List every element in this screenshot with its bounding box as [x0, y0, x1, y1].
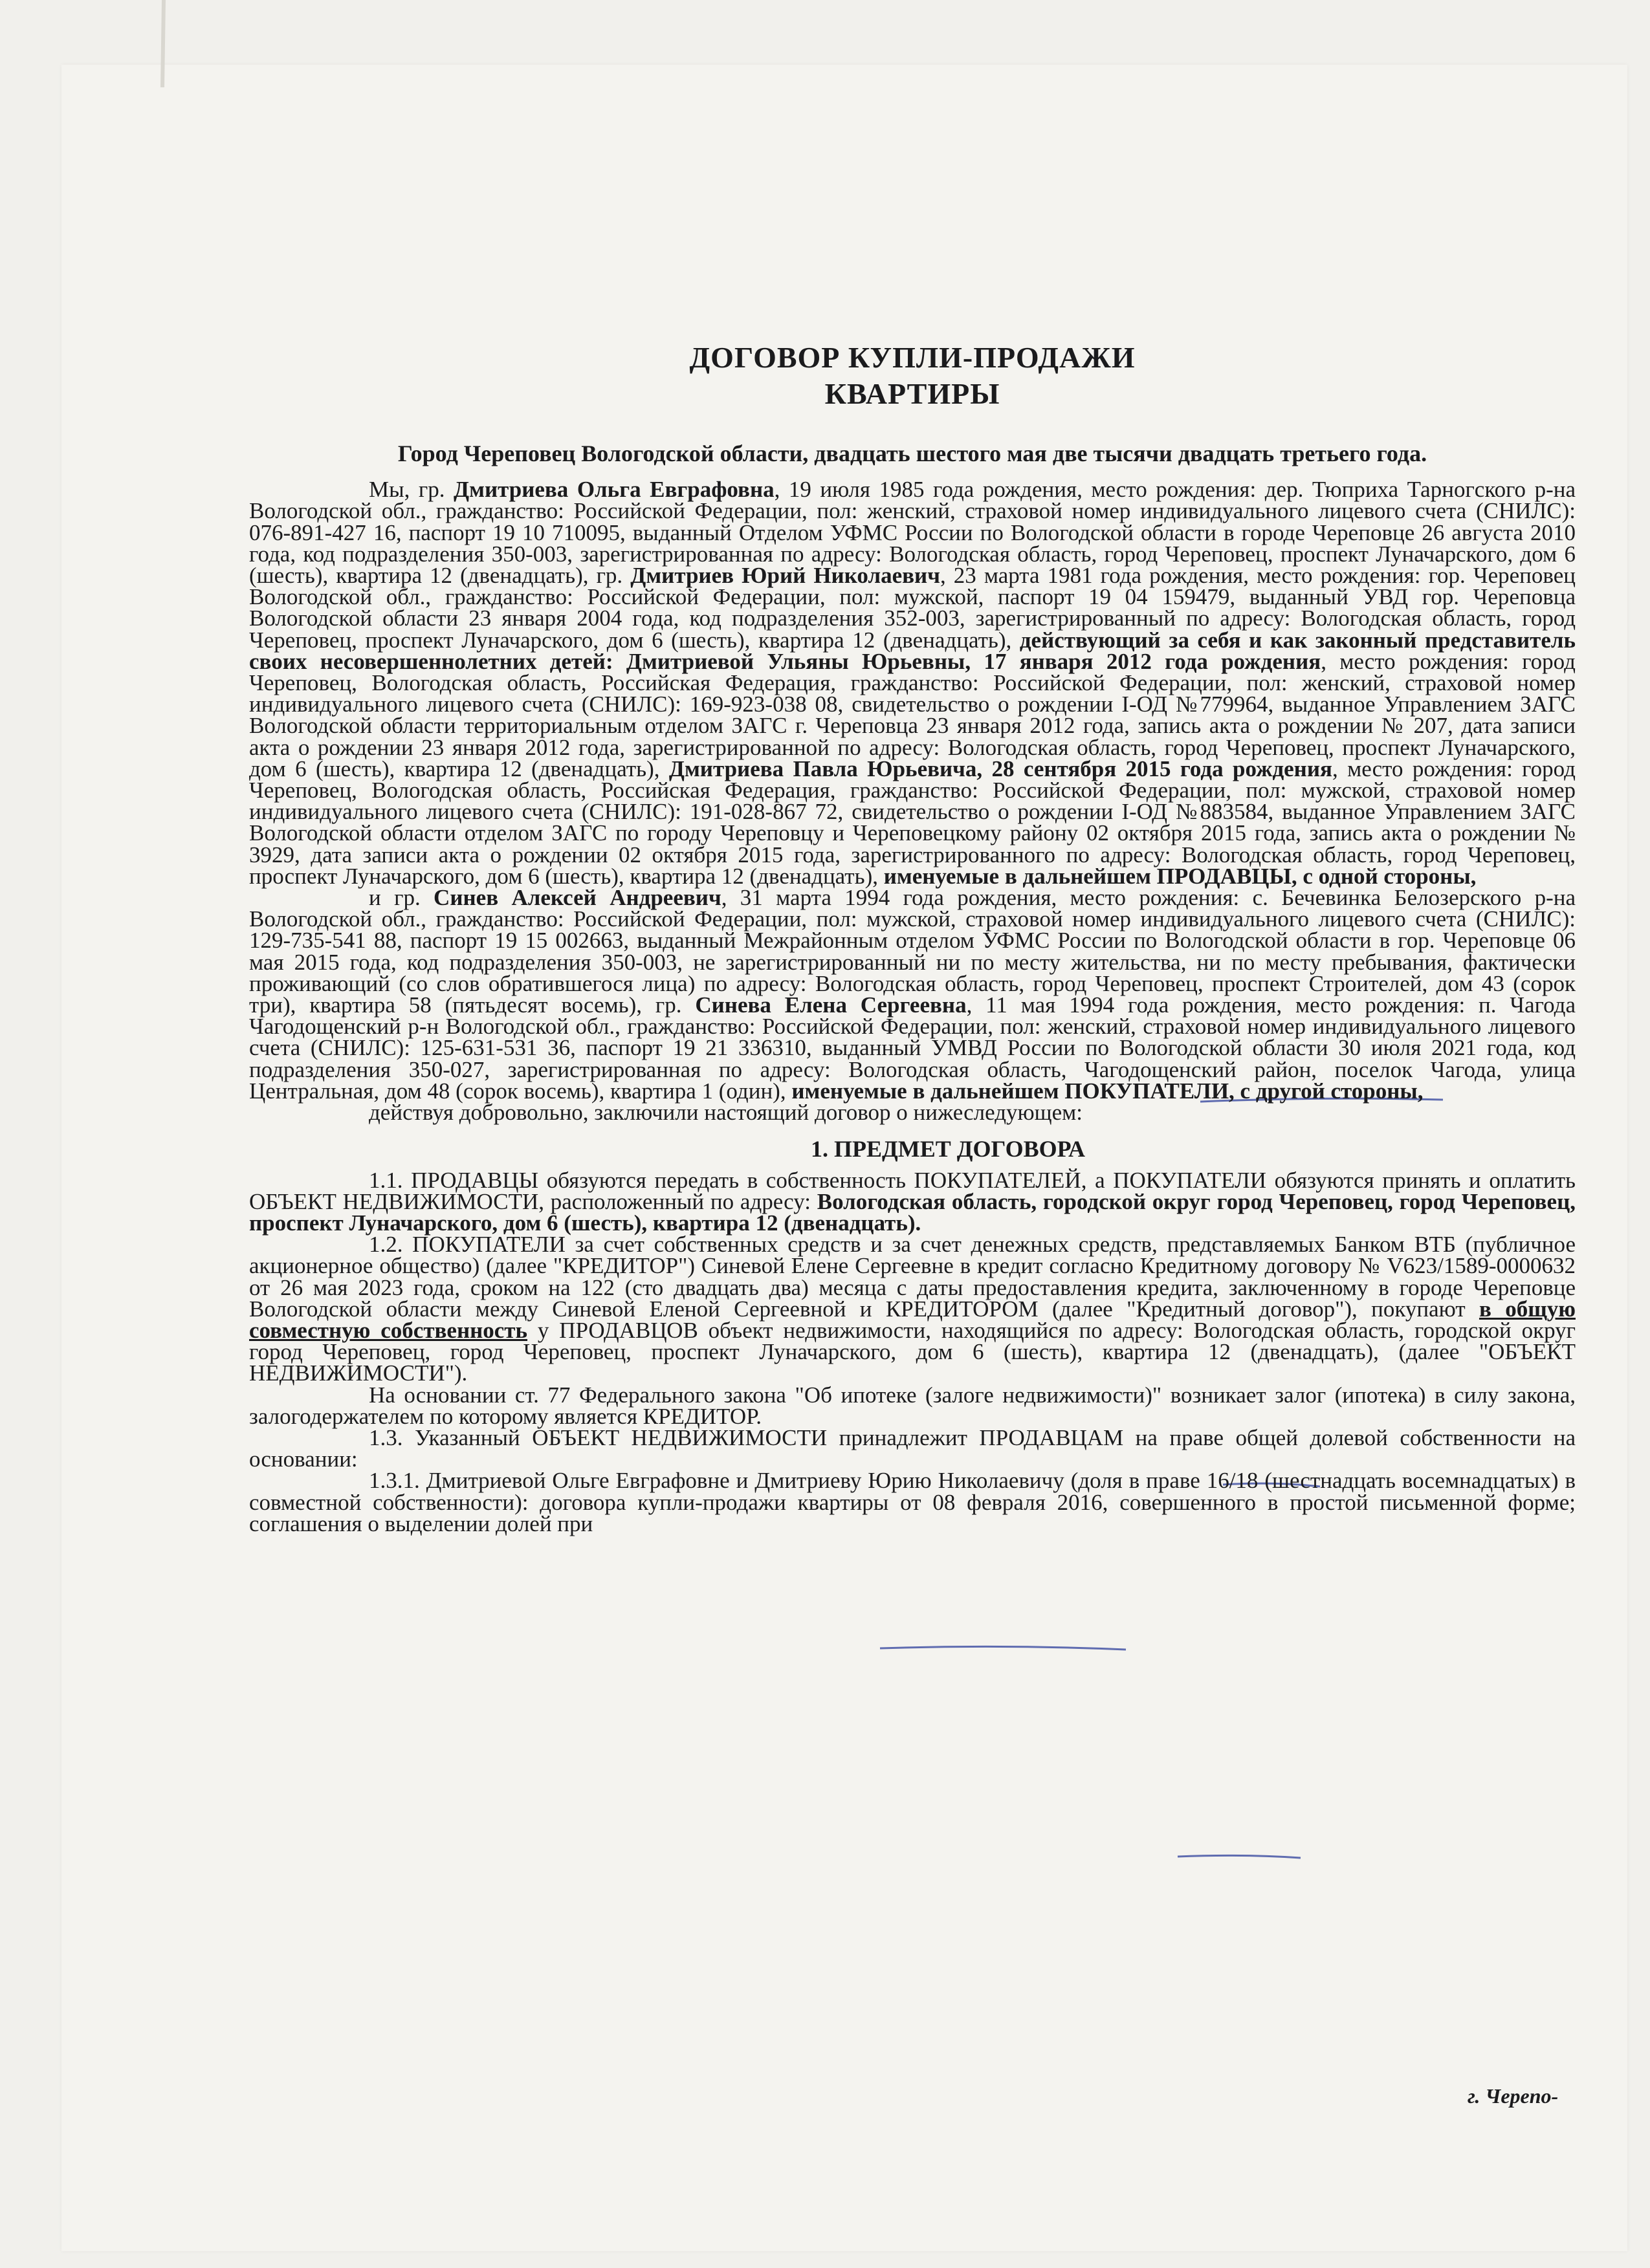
document-body — [249, 340, 1576, 1534]
page-continuation: г. Черепо- — [1468, 2084, 1559, 2108]
clause-1-2-mortgage: На основании ст. 77 Федерального закона "Об ипотеке (залоге недвижимости)" возникает залог (ипотека) в силу закона, залогодержателем по которому является КРЕДИТОР. — [249, 1382, 1576, 1429]
title: ДОГОВОР КУПЛИ-ПРОДАЖИ КВАРТИРЫ — [689, 341, 1136, 410]
agreement-line: действуя добровольно, заключили настоящий договор о нижеследующем: — [369, 1100, 1083, 1126]
clause-1-2: 1.2. ПОКУПАТЕЛИ за счет собственных средств и за счет денежных средств, представляемых Банком ВТБ (публичное акционерное общество) (далее "КРЕДИТОР") Синевой Елене Сергеевне в кредит согласно Кредитному договору № V623/1589-0000632 от 26 мая 2023 года, сроком на 122 (сто двадцать два) месяца с даты предоставления кредита, заключенному в городе Череповце Вологодской области между Синевой Еленой Сергеевной и КРЕДИТОРОМ (далее "Кредитный договор"), покупают в общую совместную собственность у ПРОДАВЦОВ объект недвижимости, находящийся по адресу: Вологодская область, городской округ город Череповец, город Череповец, проспект Луначарского, дом 6 (шесть), квартира 12 (двенадцать), (далее "ОБЪЕКТ НЕДВИЖИМОСТИ"). — [249, 1232, 1576, 1386]
buyers-paragraph: и гр. Синев Алексей Андреевич, 31 марта 1994 года рождения, место рождения: с. Бечевинка Белозерского р-на Вологодской обл., гражданство: Российской Федерации, пол: мужской, страховой номер индивидуального лицевого счета (СНИЛС): 129-735-541 88, паспорт 19 15 002663, выданный Межрайонным отделом УФМС России по Вологодской области в гор. Череповце 06 мая 2015 года, код подразделения 350-003, не зарегистрированный ни по месту жительства, ни по месту пребывания, фактически проживающий (со слов обратившегося лица) по адресу: Вологодская область, город Череповец, проспект Строителей, дом 43 (сорок три), квартира 58 (пятьдесят восемь), гр. Синева Елена Сергеевна, 11 мая 1994 года рождения, место рождения: п. Чагода Чагодощенский р-н Вологодской обл., гражданство: Российской Федерации, пол: женский, страховой номер индивидуального лицевого счета (СНИЛС): 125-631-531 36, паспорт 19 21 336310, выданный УМВД России по Вологодской области 30 июля 2021 года, код подразделения 350-027, зарегистрированная по адресу: Вологодская область, Чагодощенский район, поселок Чагода, улица Центральная, дом 48 (сорок восемь), квартира 1 (один), именуемые в дальнейшем ПОКУПАТЕЛИ, с другой стороны, — [249, 885, 1576, 1104]
clause-1-3-1: 1.3.1. Дмитриевой Ольге Евграфовне и Дмитриеву Юрию Николаевичу (доля в праве 16/18 (шестнадцать восемнадцатых) в совместной собственности): договора купли-продажи квартиры от 08 февраля 2016, совершенного в простой письменной форме; соглашения о выделении долей при — [249, 1468, 1576, 1536]
sellers-paragraph: Мы, гр. Дмитриева Ольга Евграфовна, 19 июля 1985 года рождения, место рождения: дер. Тюприха Тарногского р-на Вологодской обл., гражданство: Российской Федерации, пол: женский, страховой номер индивидуального лицевого счета (СНИЛС): 076-891-427 16, паспорт 19 10 710095, выданный Отделом УФМС России по Вологодской области в городе Череповце 26 августа 2010 года, код подразделения 350-003, зарегистрированная по адресу: Вологодская область, город Череповец, проспект Луначарского, дом 6 (шесть), квартира 12 (двенадцать), гр. Дмитриев Юрий Николаевич, 23 марта 1981 года рождения, место рождения: гор. Череповец Вологодской обл., гражданство: Российской Федерации, пол: мужской, паспорт 19 04 159479, выданный УВД гор. Череповца Вологодской области 23 января 2004 года, код подразделения 352-003, зарегистрированный по адресу: Вологодская область, город Череповец, проспект Луначарского, дом 6 (шесть), квартира 12 (двенадцать), действующий за себя и как законный представитель своих несовершеннолетних детей: Дмитриевой Ульяны Юрьевны, 17 января 2012 года рождения, место рождения: город Череповец, Вологодская область, Российская Федерация, гражданство: Российской Федерации, пол: женский, страховой номер индивидуального лицевого счета (СНИЛС): 169-923-038 08, свидетельство о рождении I-ОД №779964, выданное Управлением ЗАГС Вологодской области территориальным отделом ЗАГС г. Череповца 23 января 2012 года, запись акта о рождении № 207, дата записи акта о рождении 23 января 2012 года, зарегистрированной по адресу: Вологодская область, город Череповец, проспект Луначарского, дом 6 (шесть), квартира 12 (двенадцать), Дмитриева Павла Юрьевича, 28 сентября 2015 года рождения, место рождения: город Череповец, Вологодская область, Российская Федерация, гражданство: Российской Федерации, пол: мужской, страховой номер индивидуального лицевого счета (СНИЛС): 191-028-867 72, свидетельство о рождении I-ОД №883584, выданное Управлением ЗАГС Вологодской области отделом ЗАГС по городу Череповцу и Череповецкому району 02 октября 2015 года, запись акта о рождении № 3929, дата записи акта о рождении 02 октября 2015 года, зарегистрированного по адресу: Вологодская область, город Череповец, проспект Луначарского, дом 6 (шесть), квартира 12 (двенадцать), именуемые в дальнейшем ПРОДАВЦЫ, с одной стороны, — [249, 477, 1576, 889]
section-1-title: 1. ПРЕДМЕТ ДОГОВОРА — [811, 1136, 1085, 1162]
clause-1-3: 1.3. Указанный ОБЪЕКТ НЕДВИЖИМОСТИ принадлежит ПРОДАВЦАМ на праве общей долевой собственности на основании: — [249, 1424, 1576, 1472]
place-and-date: Город Череповец Вологодской области, двадцать шестого мая две тысячи двадцать третьего года. — [397, 441, 1427, 466]
clause-1-1: 1.1. ПРОДАВЦЫ обязуются передать в собственность ПОКУПАТЕЛЕЙ, а ПОКУПАТЕЛИ обязуются принять и оплатить ОБЪЕКТ НЕДВИЖИМОСТИ, расположенный по адресу: Вологодская область, городской округ город Череповец, город Череповец, проспект Луначарского, дом 6 (шесть), квартира 12 (двенадцать). — [249, 1167, 1576, 1236]
